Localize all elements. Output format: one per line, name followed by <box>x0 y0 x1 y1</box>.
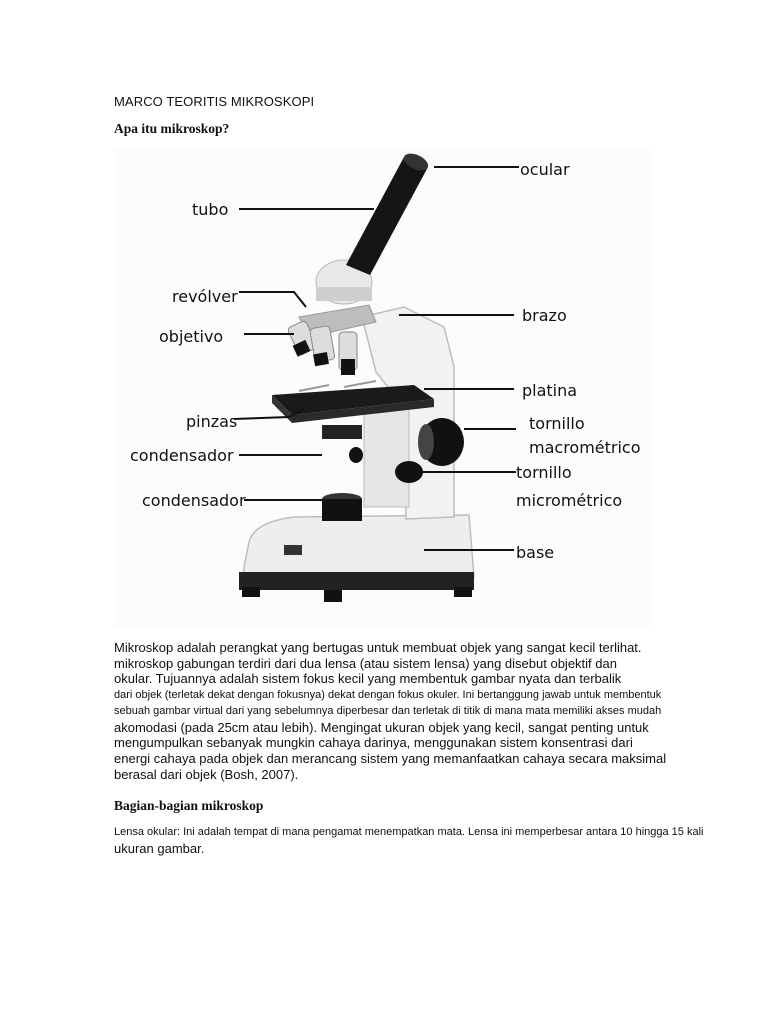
microscope-illustration <box>114 147 650 627</box>
coarse-knob-rim <box>418 424 434 460</box>
left-knob <box>349 447 363 463</box>
base-foot-right <box>454 587 472 597</box>
label-tornillo-micro-1: tornillo <box>516 463 572 482</box>
label-ocular: ocular <box>520 160 570 179</box>
pillar-shape <box>364 407 409 507</box>
paragraph-line: akomodasi (pada 25cm atau lebih). Mengingat ukuran objek yang kecil, sangat penting untuk <box>114 719 649 735</box>
paragraph-line: dari objek (terletak dekat dengan fokusnya) dekat dengan fokus okuler. Ini bertanggung jawab untuk membentuk <box>114 688 662 701</box>
section-heading-what-is-microscope: Apa itu mikroskop? <box>114 121 230 136</box>
label-condensador-1: condensador <box>130 446 234 465</box>
base-foot-left <box>242 587 260 597</box>
paragraph-line: Lensa okular: Ini adalah tempat di mana pengamat menempatkan mata. Lensa ini memperbesar antara 10 hingga 15 kali <box>114 826 704 838</box>
label-revolver: revólver <box>172 287 238 306</box>
label-brazo: brazo <box>522 306 567 325</box>
paragraph-line: ukuran gambar. <box>114 840 205 856</box>
base-foot-mid <box>324 590 342 602</box>
paragraph-line: Mikroskop adalah perangkat yang bertugas untuk membuat objek yang sangat kecil terlihat. <box>114 640 642 655</box>
clip-1 <box>299 385 329 391</box>
head-ring <box>316 287 372 301</box>
label-tornillo-macro-2: macrométrico <box>529 438 641 457</box>
paragraph-line: okular. Tujuannya adalah sistem fokus kecil yang membentuk gambar nyata dan terbalik <box>114 671 622 687</box>
paragraph-ocular-lens <box>114 824 704 856</box>
document-title: MARCO TEORITIS MIKROSKOPI <box>114 94 315 109</box>
paragraph-line: berasal dari objek (Bosh, 2007). <box>114 766 299 782</box>
paragraph-line: sebuah gambar virtual dari yang sebelumnya diperbesar dan terletak di titik di mana mata memiliki akses mudah <box>114 705 662 718</box>
base-shape <box>244 515 474 579</box>
paragraph-line: mikroskop gabungan terdiri dari dua lensa (atau sistem lensa) yang disebut objektif dan <box>114 655 617 671</box>
label-tornillo-micro-2: micrométrico <box>516 491 623 510</box>
label-objetivo: objetivo <box>159 327 224 346</box>
light-body <box>322 499 362 521</box>
section-heading-microscope-parts: Bagian-bagian mikroskop <box>114 798 264 813</box>
fine-knob <box>395 461 423 483</box>
base-plinth <box>239 572 474 590</box>
paragraph-line: energi cahaya pada objek dan merancang sistem yang memanfaatkan cahaya secara maksimal <box>114 750 667 766</box>
microscope-diagram <box>114 147 650 627</box>
label-tubo: tubo <box>192 200 229 219</box>
condenser-shape <box>322 425 362 439</box>
base-badge <box>284 545 302 555</box>
label-condensador-2: condensador <box>142 491 246 510</box>
tube-shape <box>346 157 428 275</box>
clip-2 <box>344 381 376 387</box>
label-tornillo-macro-1: tornillo <box>529 414 585 433</box>
label-base: base <box>516 543 555 562</box>
label-platina: platina <box>522 381 578 400</box>
label-pinzas: pinzas <box>186 412 238 431</box>
paragraph-microscope-description <box>114 640 704 782</box>
paragraph-line: mengumpulkan sebanyak mungkin cahaya darinya, menggunakan sistem konsentrasi dari <box>114 735 633 751</box>
